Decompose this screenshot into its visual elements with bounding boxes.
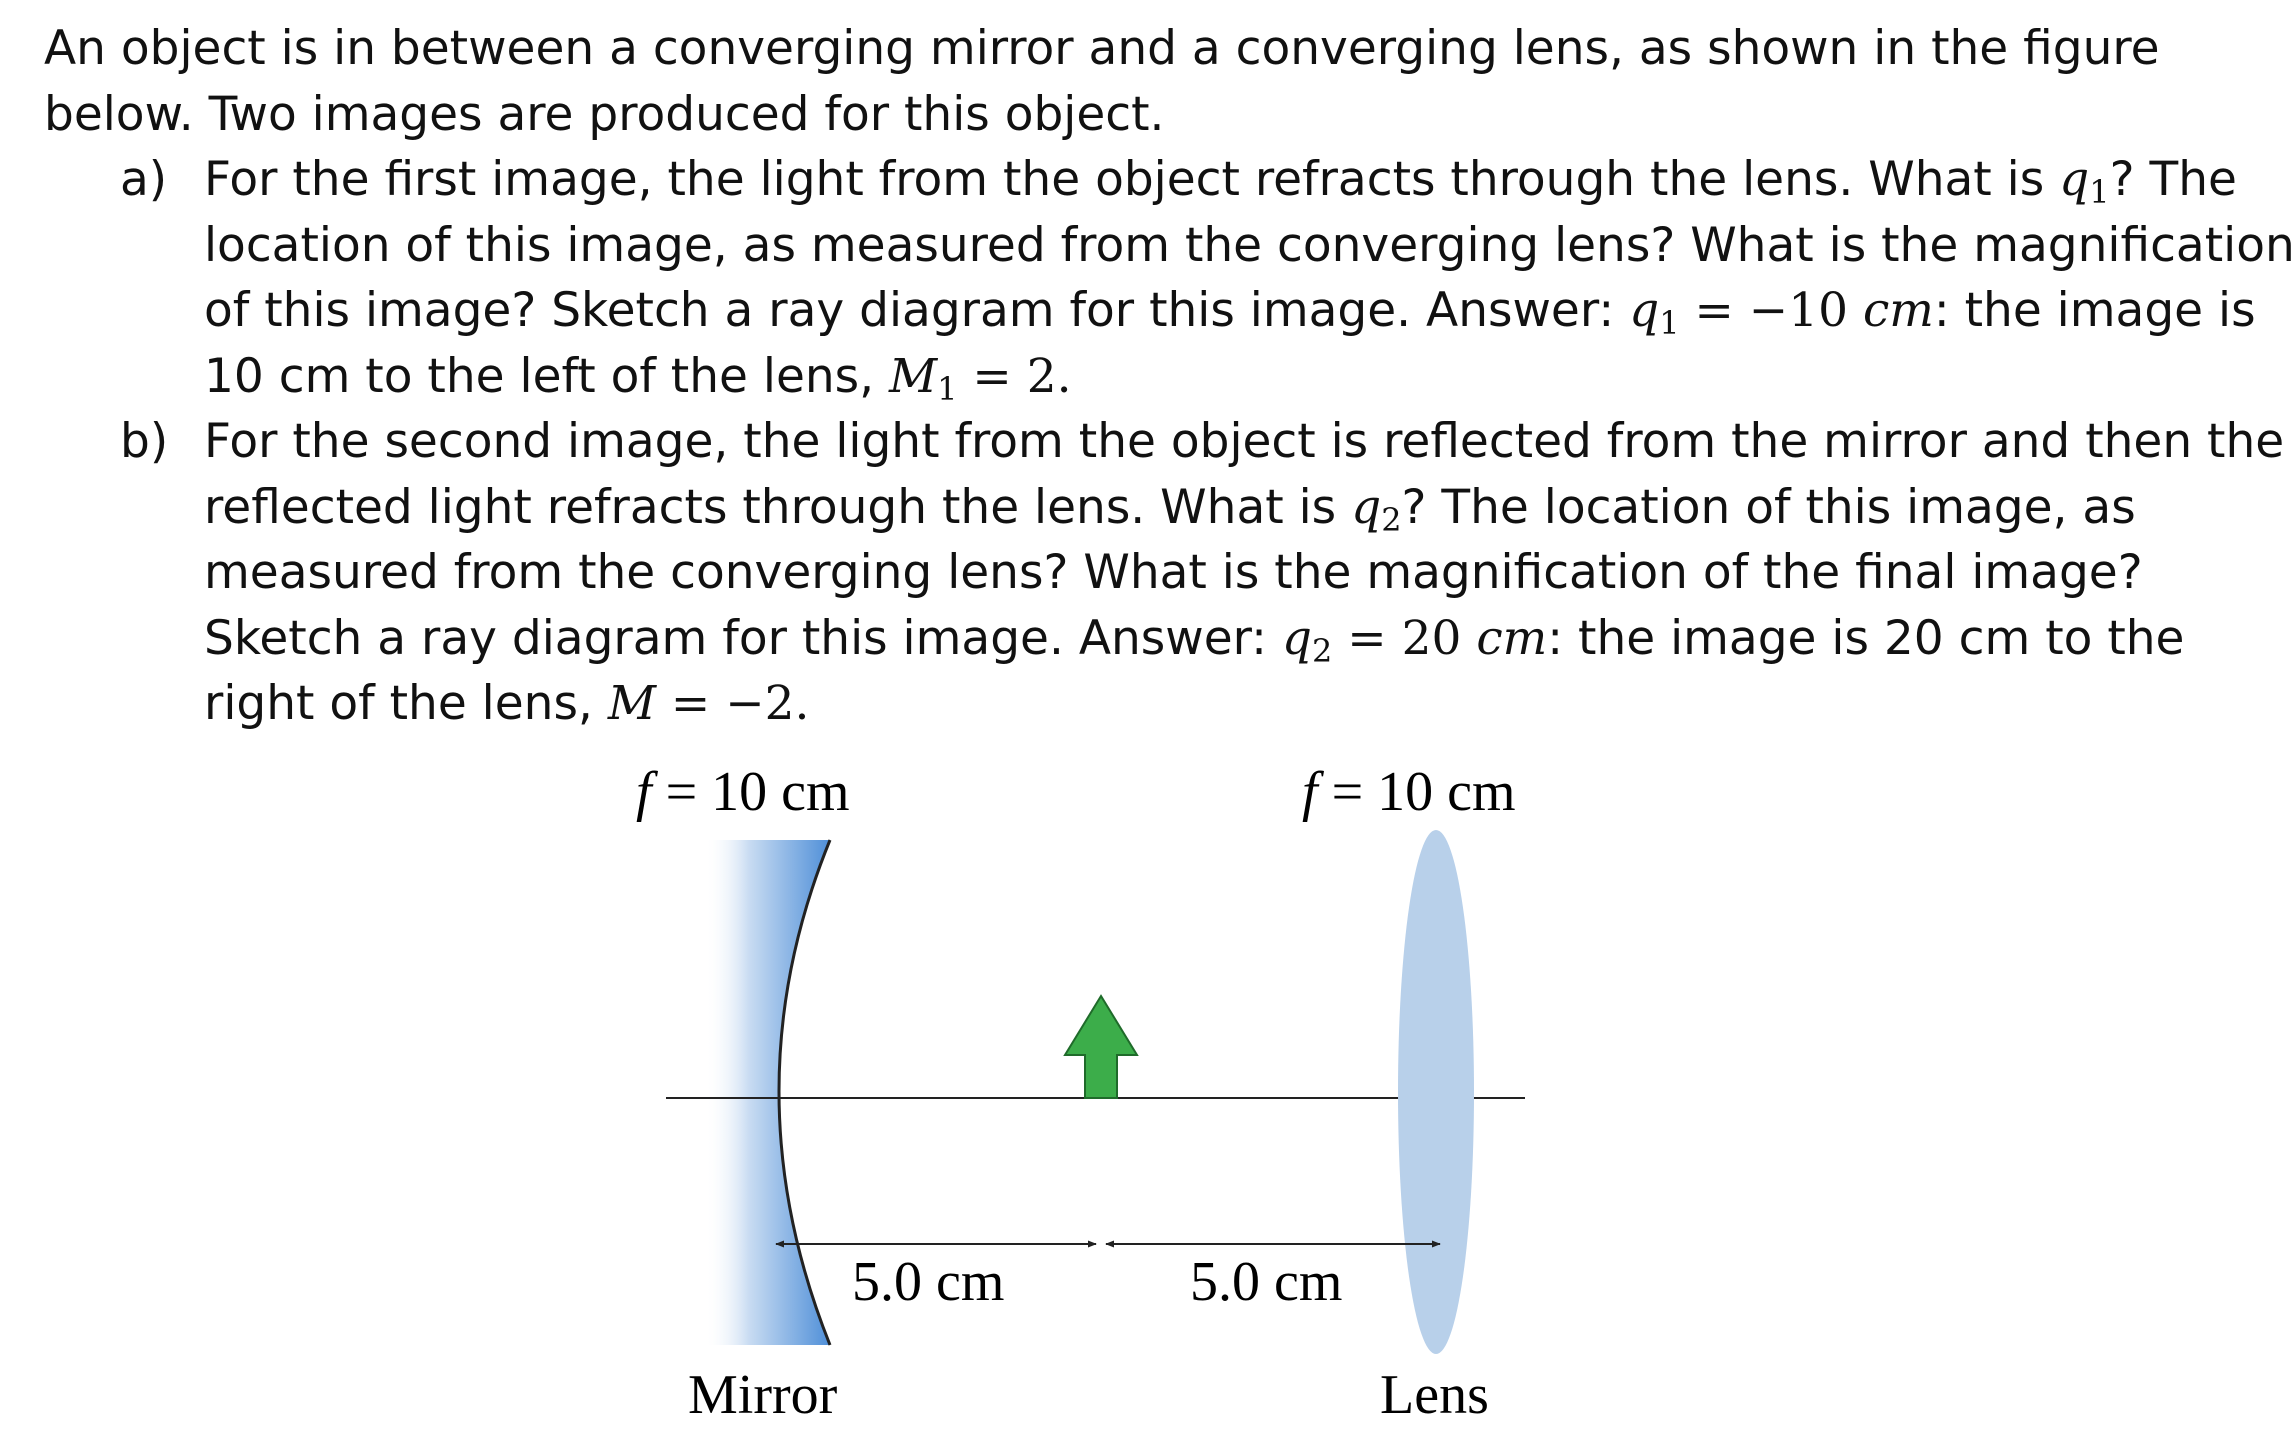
object-arrow — [1065, 996, 1137, 1098]
part-b-line-2: reflected light refracts through the lens. What is $q_2$? The location of this image, as — [204, 479, 2136, 539]
part-a-line-1: For the first image, the light from the object refracts through the lens. What is $q_1$? The — [204, 152, 2237, 211]
mirror-shape — [705, 840, 830, 1345]
intro-line-2: below. Two images are produced for this object. — [44, 86, 1165, 142]
distance-label-right: 5.0 cm — [1190, 1251, 1343, 1313]
mirror-focal-label: f = 10 cm — [636, 761, 850, 823]
part-b-line-1: For the second image, the light from the object is reflected from the mirror and then the — [204, 414, 2285, 469]
part-b-label: b) — [120, 414, 169, 469]
part-a-line-2: location of this image, as measured from the converging lens? What is the magnification — [204, 217, 2295, 273]
lens-focal-label: f = 10 cm — [1302, 761, 1516, 823]
part-b-line-5: right of the lens, M = −2. — [204, 676, 810, 731]
part-b-line-4: Sketch a ray diagram for this image. Answer: $q_2 = 20$ cm: the image is 20 cm to the — [204, 610, 2185, 670]
part-b-line-3: measured from the converging lens? What is the magnification of the final image? — [204, 545, 2143, 600]
mirror-label: Mirror — [688, 1364, 838, 1426]
intro-line-1: An object is in between a converging mirror and a converging lens, as shown in the figure — [44, 21, 2160, 76]
part-a-label: a) — [120, 152, 168, 207]
part-a-line-3: of this image? Sketch a ray diagram for this image. Answer: $q_1 = -10$ cm: the image is — [204, 283, 2256, 342]
lens-shape — [1398, 830, 1474, 1354]
distance-label-left: 5.0 cm — [852, 1251, 1005, 1313]
part-a-line-4: 10 cm to the left of the lens, $M_1 = 2$. — [204, 348, 1072, 408]
lens-label: Lens — [1380, 1364, 1489, 1426]
